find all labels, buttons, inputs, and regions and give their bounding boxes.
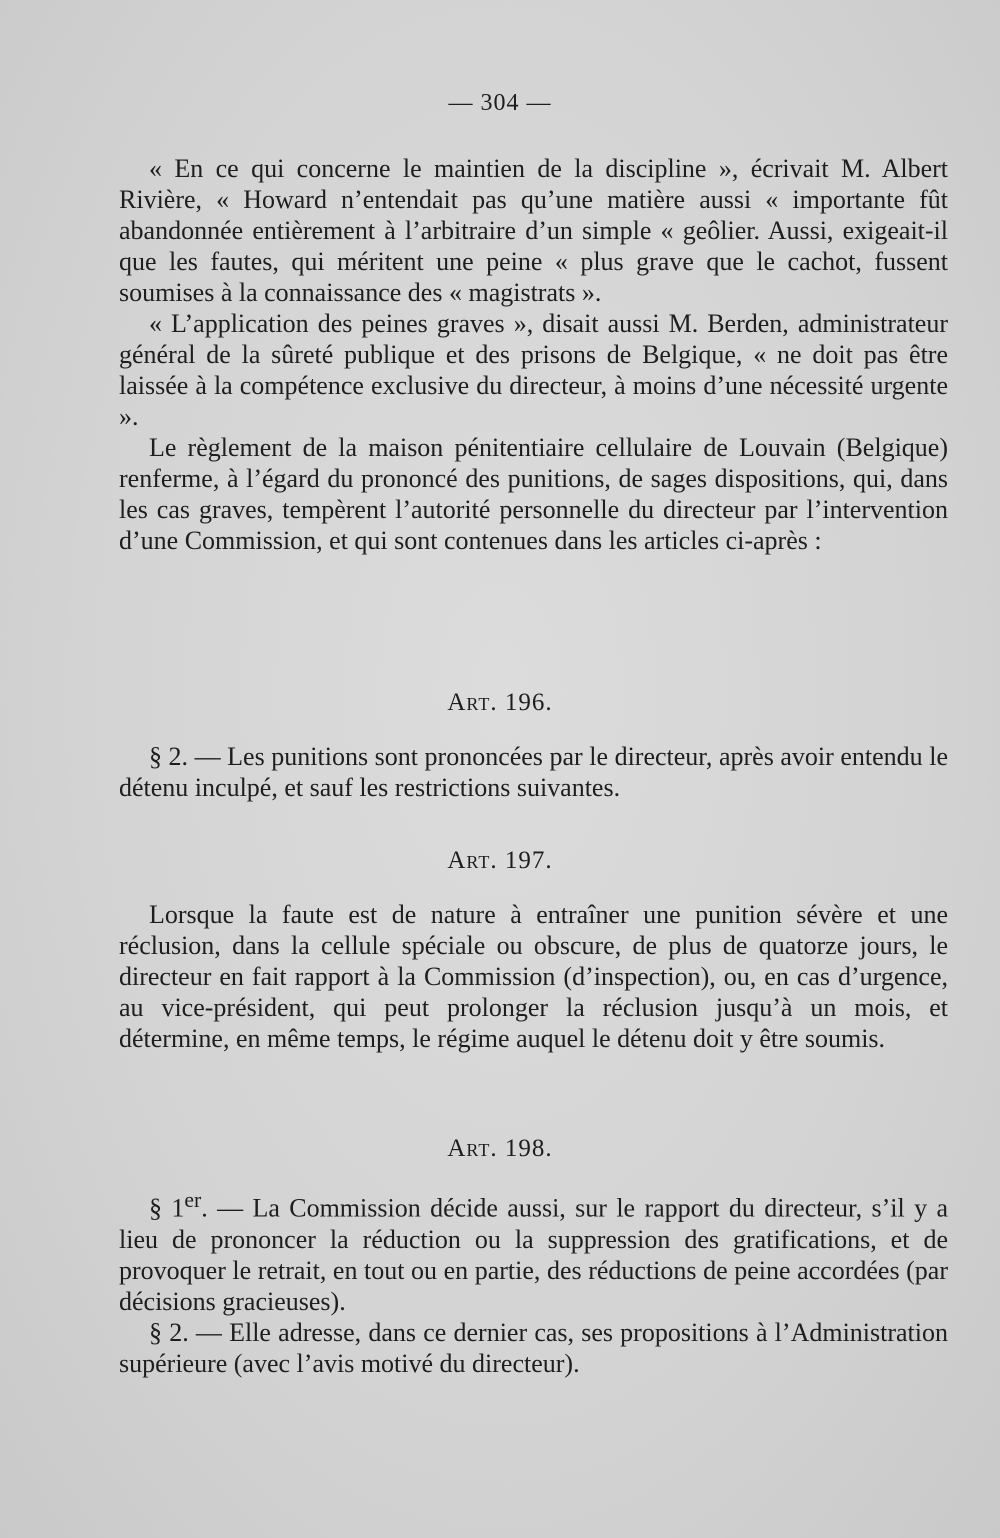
article-198-body (119, 1185, 948, 1379)
article-label: Art. (447, 1135, 498, 1162)
article-label: Art. (447, 689, 498, 716)
article-label: Art. (447, 847, 498, 874)
article-196-paragraph: § 2. — Les punitions sont prononcées par le directeur, après avoir entendu le détenu inculpé, et sauf les restrictions suivantes. (119, 742, 948, 802)
article-198-paragraph-1 (119, 1185, 948, 1317)
article-number: 198. (504, 1135, 553, 1162)
article-197-paragraph: Lorsque la faute est de nature à entraîner une punition sévère et une réclusion, dans la cellule spéciale ou obscure, de plus de quatorze jours, le directeur en fait rapport à la Commission (d’inspection), ou, en cas d’urgence, au vice-président, qui peut prolonger la réclusion jusqu’à un mois, et détermine, en même temps, le régime auquel le détenu doit y être soumis. (119, 900, 948, 1053)
paragraph-riviere-quote: « En ce qui concerne le maintien de la discipline », écrivait M. Albert Rivière, « Howard n’entendait pas qu’une matière aussi « importante fût abandonnée entièrement à l’arbitraire d’un simple « geôlier. Aussi, exigeait-il que les fautes, qui méritent une peine « plus grave que le cachot, fussent soumises à la connaissance des « magistrats ». (119, 154, 948, 307)
article-197-body (119, 899, 948, 1054)
paragraph-louvain-reglement: Le règlement de la maison pénitentiaire cellulaire de Louvain (Belgique) renferme, à l’égard du prononcé des punitions, de sages dispositions, qui, dans les cas graves, tempèrent l’autorité personnelle du directeur par l’intervention d’une Commission, et qui sont contenues dans les articles ci-après : (119, 433, 948, 555)
article-196-body (119, 741, 948, 803)
section-mark: § 1 (149, 1193, 185, 1223)
article-198-heading (0, 1135, 1000, 1163)
article-198-paragraph-2: § 2. — Elle adresse, dans ce dernier cas, ses propositions à l’Administration supérieure (avec l’avis motivé du directeur). (119, 1317, 948, 1378)
page-number: — 304 — (448, 90, 552, 116)
intro-section (119, 153, 948, 556)
article-198-paragraph-1-text: . — La Commission décide aussi, sur le rapport du directeur, s’il y a lieu de prononcer la réduction ou la suppression des gratifications, et de provoquer le retrait, en tout ou en partie, des réductions de peine accordées (par décisions gracieuses). (119, 1193, 948, 1316)
article-number: 196. (504, 689, 553, 716)
article-197-heading (0, 847, 1000, 875)
paragraph-berden-quote: « L’application des peines graves », disait aussi M. Berden, administrateur général de la sûreté publique et des prisons de Belgique, « ne doit pas être laissée à la compétence exclusive du directeur, à moins d’une nécessité urgente ». (119, 309, 948, 431)
ordinal-superscript: er (184, 1188, 202, 1212)
article-number: 197. (504, 847, 553, 874)
article-196-heading (0, 689, 1000, 717)
